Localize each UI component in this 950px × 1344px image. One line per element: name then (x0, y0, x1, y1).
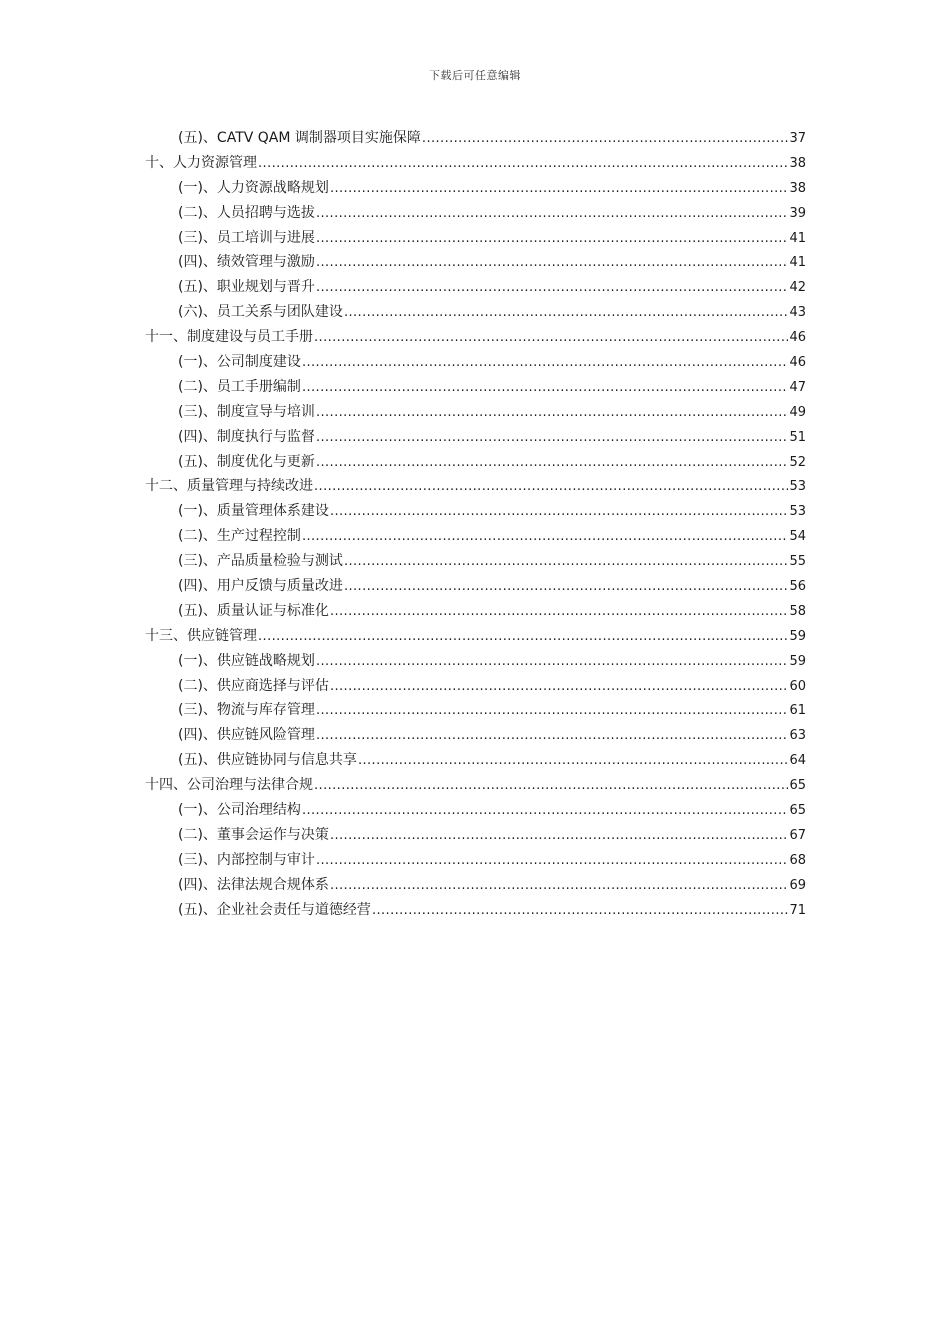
toc-dot-leader (316, 251, 789, 276)
toc-entry-title: (二)、供应商选择与评估 (178, 677, 329, 694)
toc-section-entry[interactable] (145, 698, 806, 723)
toc-dot-leader (302, 799, 789, 824)
toc-entry-title: (三)、产品质量检验与测试 (178, 553, 343, 570)
toc-page-number: 52 (789, 454, 806, 470)
toc-entry-title: 十、人力资源管理 (145, 154, 257, 171)
toc-dot-leader (316, 401, 789, 426)
toc-entry-title: 十四、公司治理与法律合规 (145, 777, 313, 794)
toc-section-entry[interactable] (145, 300, 806, 325)
toc-page-number: 39 (789, 205, 806, 221)
toc-section-entry[interactable] (145, 350, 806, 375)
toc-dot-leader (330, 177, 789, 202)
toc-entry-title: (一)、公司制度建设 (178, 354, 301, 371)
toc-entry-title: (四)、法律法规合规体系 (178, 876, 329, 893)
toc-dot-leader (330, 500, 789, 525)
toc-entry-title: (三)、物流与库存管理 (178, 702, 315, 719)
toc-dot-leader (358, 749, 789, 774)
toc-page-number: 38 (789, 155, 806, 171)
toc-entry-title: (二)、生产过程控制 (178, 528, 301, 545)
toc-page-number: 59 (789, 653, 806, 669)
toc-dot-leader (302, 525, 789, 550)
toc-entry-title: (五)、制度优化与更新 (178, 453, 315, 470)
toc-page-number: 59 (789, 628, 806, 644)
toc-section-entry[interactable] (145, 748, 806, 773)
toc-dot-leader (316, 227, 789, 252)
toc-dot-leader (422, 127, 789, 152)
toc-dot-leader (330, 600, 789, 625)
toc-page-number: 63 (789, 728, 806, 744)
toc-section-entry[interactable] (145, 524, 806, 549)
toc-chapter-entry[interactable] (145, 624, 806, 649)
toc-section-entry[interactable] (145, 649, 806, 674)
toc-entry-title: 十一、制度建设与员工手册 (145, 329, 313, 346)
toc-page-number: 61 (789, 703, 806, 719)
toc-page-number: 56 (789, 579, 806, 595)
toc-page-number: 46 (789, 355, 806, 371)
toc-dot-leader (316, 849, 789, 874)
toc-chapter-entry[interactable] (145, 474, 806, 499)
toc-entry-title: (四)、供应链风险管理 (178, 727, 315, 744)
toc-page-number: 67 (789, 827, 806, 843)
toc-entry-title: (五)、职业规划与晋升 (178, 279, 315, 296)
toc-dot-leader (330, 824, 789, 849)
toc-dot-leader (302, 376, 789, 401)
toc-section-entry[interactable] (145, 549, 806, 574)
toc-section-entry[interactable] (145, 250, 806, 275)
toc-page-number: 68 (789, 852, 806, 868)
toc-section-entry[interactable] (145, 823, 806, 848)
toc-section-entry[interactable] (145, 723, 806, 748)
toc-entry-title: (一)、人力资源战略规划 (178, 179, 329, 196)
toc-entry-title: (四)、用户反馈与质量改进 (178, 578, 343, 595)
toc-section-entry[interactable] (145, 574, 806, 599)
toc-dot-leader (316, 724, 789, 749)
toc-entry-title: (一)、公司治理结构 (178, 802, 301, 819)
toc-chapter-entry[interactable] (145, 151, 806, 176)
toc-dot-leader (344, 301, 789, 326)
toc-section-entry[interactable] (145, 674, 806, 699)
toc-page-number: 71 (789, 902, 806, 918)
toc-dot-leader (316, 202, 789, 227)
toc-entry-title: (三)、内部控制与审计 (178, 851, 315, 868)
toc-section-entry[interactable] (145, 126, 806, 151)
toc-chapter-entry[interactable] (145, 773, 806, 798)
toc-page-number: 64 (789, 753, 806, 769)
toc-page-number: 41 (789, 255, 806, 271)
toc-page-number: 54 (789, 529, 806, 545)
toc-page-number: 58 (789, 603, 806, 619)
toc-entry-title: (三)、制度宣导与培训 (178, 403, 315, 420)
toc-dot-leader (258, 625, 788, 650)
toc-section-entry[interactable] (145, 201, 806, 226)
toc-section-entry[interactable] (145, 450, 806, 475)
toc-page-number: 46 (789, 330, 806, 346)
toc-section-entry[interactable] (145, 848, 806, 873)
toc-page-number: 41 (789, 230, 806, 246)
toc-dot-leader (314, 475, 788, 500)
toc-dot-leader (344, 550, 789, 575)
toc-dot-leader (330, 675, 789, 700)
toc-page-number: 38 (789, 180, 806, 196)
toc-dot-leader (316, 426, 789, 451)
toc-entry-title: (一)、质量管理体系建设 (178, 503, 329, 520)
toc-page-number: 69 (789, 877, 806, 893)
toc-dot-leader (372, 899, 789, 924)
toc-dot-leader (314, 774, 788, 799)
toc-page-number: 49 (789, 404, 806, 420)
toc-dot-leader (316, 451, 789, 476)
toc-entry-title: (一)、供应链战略规划 (178, 652, 315, 669)
toc-chapter-entry[interactable] (145, 325, 806, 350)
toc-page-number: 42 (789, 280, 806, 296)
toc-entry-title: (五)、质量认证与标准化 (178, 602, 329, 619)
toc-dot-leader (316, 276, 789, 301)
toc-entry-title: (五)、CATV QAM 调制器项目实施保障 (178, 130, 421, 146)
toc-section-entry[interactable] (145, 873, 806, 898)
toc-section-entry[interactable] (145, 375, 806, 400)
toc-section-entry[interactable] (145, 275, 806, 300)
toc-section-entry[interactable] (145, 898, 806, 923)
toc-page-number: 65 (789, 803, 806, 819)
toc-dot-leader (314, 326, 788, 351)
toc-dot-leader (330, 874, 789, 899)
toc-section-entry[interactable] (145, 798, 806, 823)
toc-page-number: 53 (789, 504, 806, 520)
toc-section-entry[interactable] (145, 499, 806, 524)
toc-entry-title: (三)、员工培训与进展 (178, 229, 315, 246)
toc-page-number: 47 (789, 379, 806, 395)
toc-entry-title: (六)、员工关系与团队建设 (178, 304, 343, 321)
toc-page-number: 37 (789, 131, 806, 146)
toc-entry-title: (二)、董事会运作与决策 (178, 826, 329, 843)
toc-entry-title: (五)、供应链协同与信息共享 (178, 752, 357, 769)
toc-entry-title: (二)、人员招聘与选拔 (178, 204, 315, 221)
table-of-contents (145, 126, 806, 923)
toc-dot-leader (344, 575, 789, 600)
toc-section-entry[interactable] (145, 400, 806, 425)
toc-page-number: 53 (789, 479, 806, 495)
page-header-note: 下载后可任意编辑 (429, 69, 521, 82)
toc-section-entry[interactable] (145, 425, 806, 450)
toc-page-number: 65 (789, 778, 806, 794)
toc-section-entry[interactable] (145, 226, 806, 251)
toc-dot-leader (316, 699, 789, 724)
toc-page-number: 51 (789, 429, 806, 445)
toc-entry-title: (四)、制度执行与监督 (178, 428, 315, 445)
toc-entry-title: 十三、供应链管理 (145, 627, 257, 644)
toc-page-number: 43 (789, 305, 806, 321)
toc-page-number: 60 (789, 678, 806, 694)
toc-entry-title: (二)、员工手册编制 (178, 378, 301, 395)
toc-page-number: 55 (789, 554, 806, 570)
toc-entry-title: (五)、企业社会责任与道德经营 (178, 901, 371, 918)
toc-section-entry[interactable] (145, 176, 806, 201)
toc-entry-title: 十二、质量管理与持续改进 (145, 478, 313, 495)
toc-section-entry[interactable] (145, 599, 806, 624)
toc-dot-leader (302, 351, 789, 376)
toc-dot-leader (258, 152, 788, 177)
toc-dot-leader (316, 650, 789, 675)
toc-entry-title: (四)、绩效管理与激励 (178, 254, 315, 271)
